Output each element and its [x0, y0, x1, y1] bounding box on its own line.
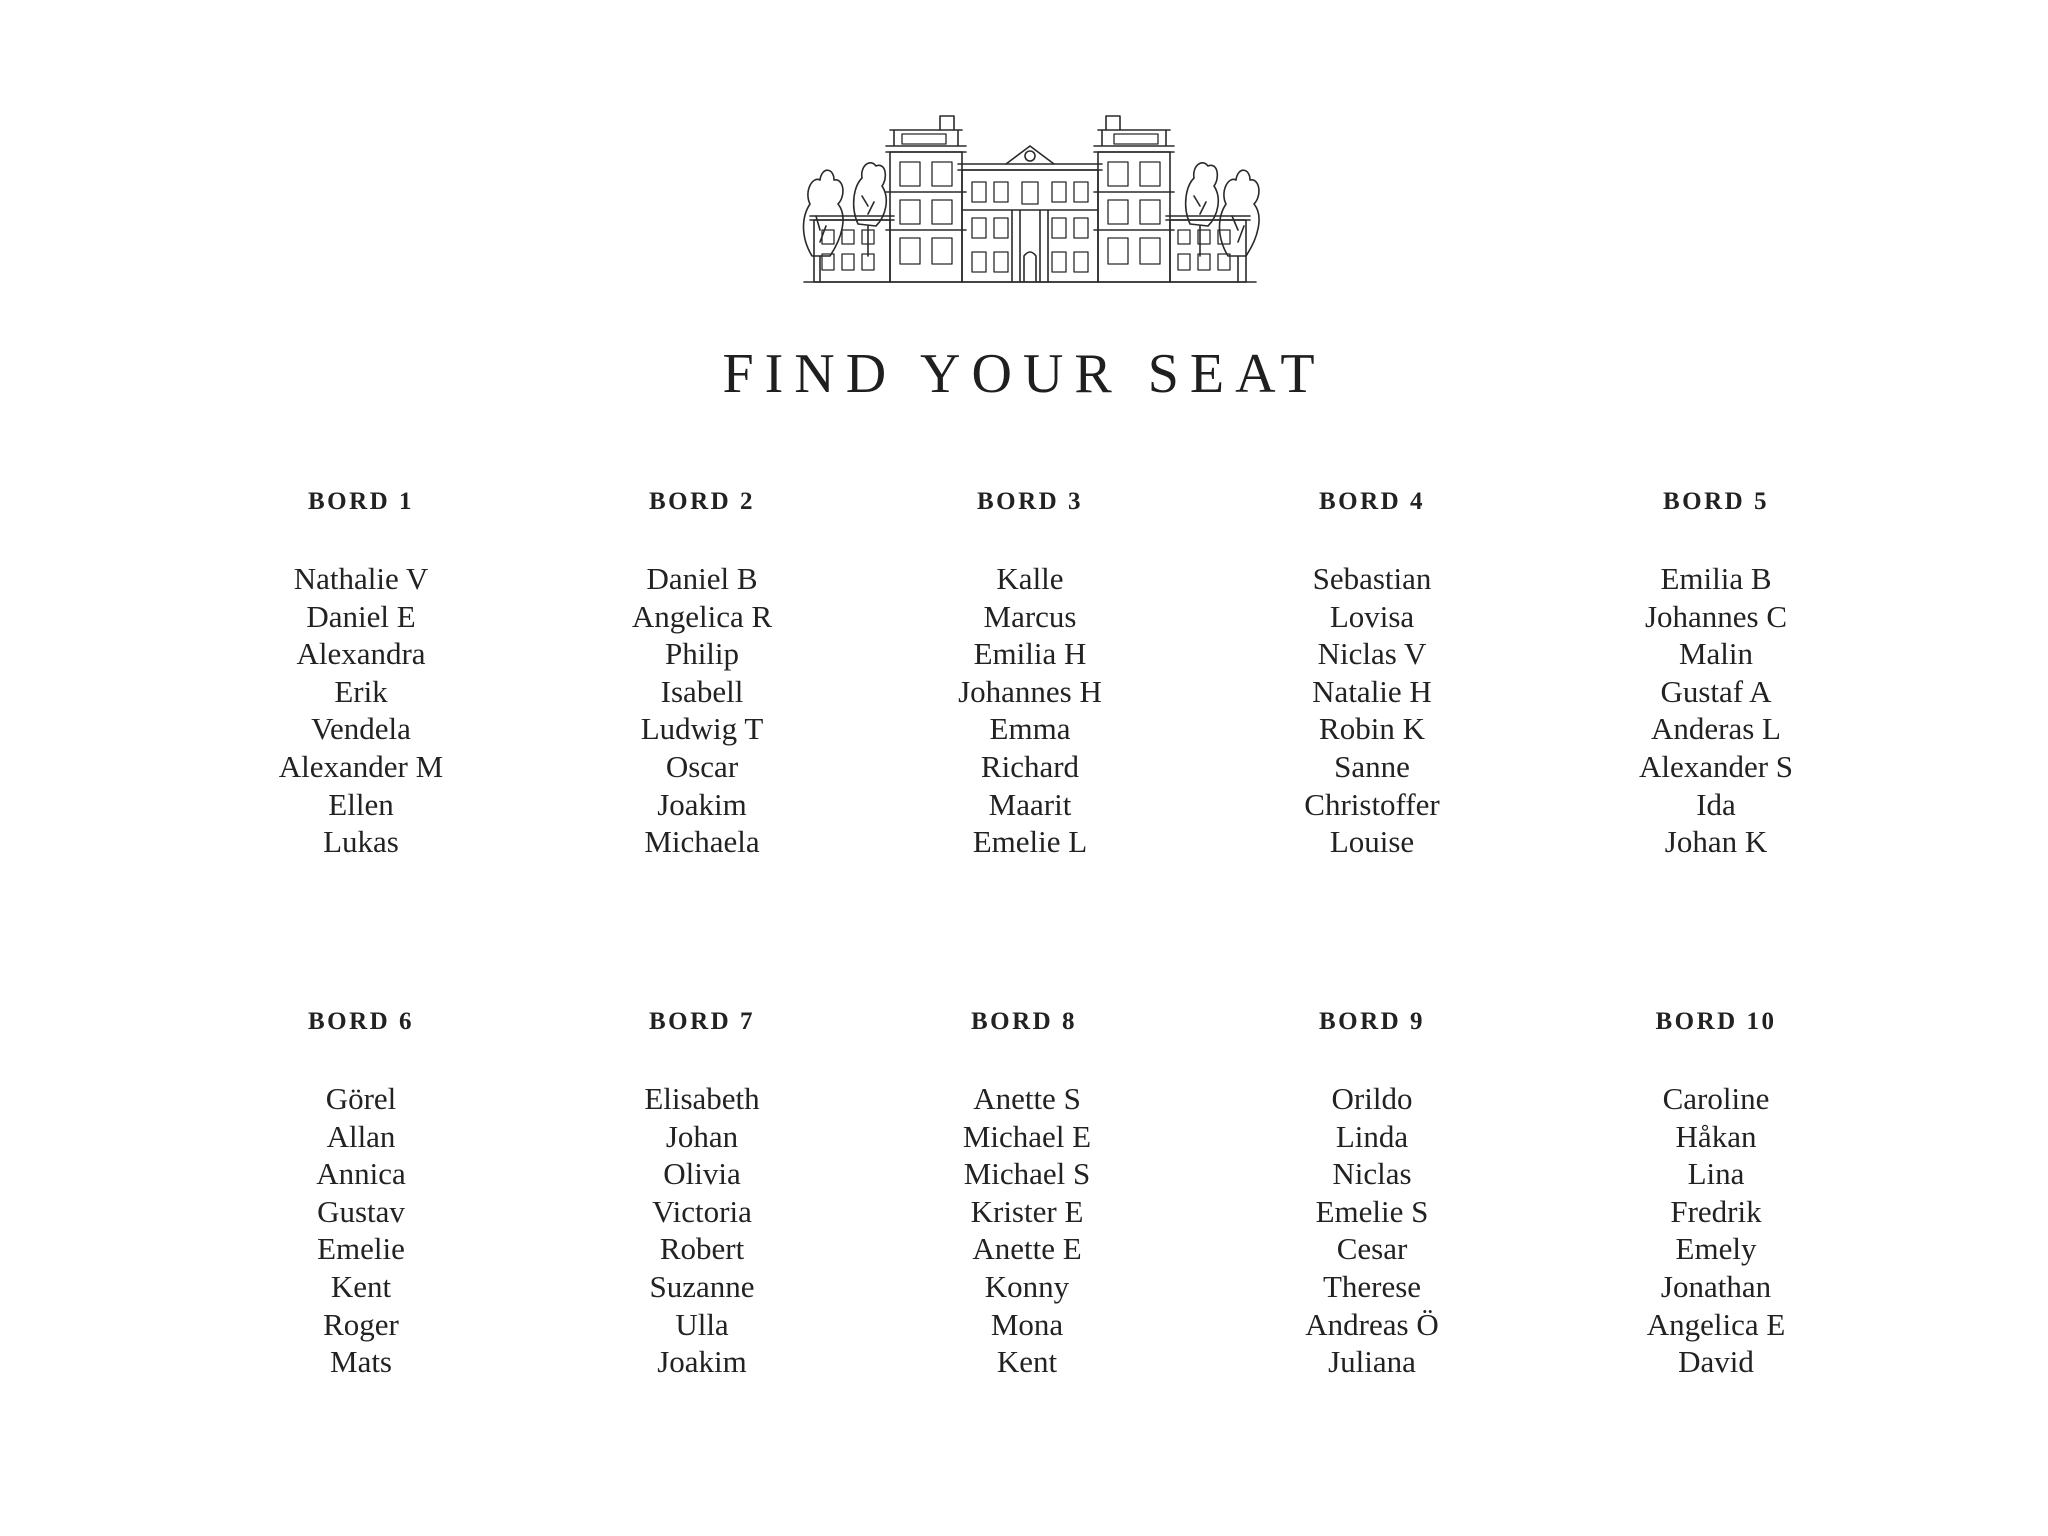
table-card-9 — [1222, 1006, 1522, 1381]
guest-list — [552, 560, 852, 861]
guest-name: Konny — [984, 1268, 1070, 1304]
guest-name: Linda — [1335, 1118, 1409, 1154]
guest-name: Alexander M — [278, 748, 444, 784]
guest-name: Kent — [996, 1344, 1058, 1380]
guest-name: Emely — [1675, 1231, 1757, 1267]
guest-name: Anderas L — [1651, 711, 1781, 747]
table-label: BORD 8 — [971, 1008, 1077, 1035]
table-label: BORD 1 — [308, 488, 414, 515]
guest-name: Ludwig T — [640, 711, 764, 747]
table-card-4 — [1222, 486, 1522, 861]
guest-name: Fredrik — [1670, 1193, 1762, 1229]
guest-name: Gustaf A — [1660, 673, 1772, 709]
guest-name: Angelica R — [631, 598, 773, 634]
guest-name: Suzanne — [649, 1268, 755, 1304]
guest-name: Louise — [1329, 824, 1415, 860]
guest-name: Lovisa — [1329, 598, 1415, 634]
table-label: BORD 10 — [1655, 1008, 1777, 1035]
guest-name: Niclas — [1332, 1156, 1412, 1192]
table-card-6 — [211, 1006, 511, 1381]
table-card-2 — [552, 486, 852, 861]
guest-name: Daniel E — [306, 598, 416, 634]
guest-list — [1566, 560, 1866, 861]
guest-name: Caroline — [1662, 1081, 1770, 1116]
table-card-10 — [1566, 1006, 1866, 1381]
guest-name: Emelie S — [1315, 1193, 1429, 1229]
guest-name: Michael E — [962, 1118, 1092, 1154]
guest-name: Roger — [323, 1306, 399, 1342]
table-card-7 — [552, 1006, 852, 1381]
guest-name: Anette E — [972, 1231, 1082, 1267]
guest-name: Victoria — [652, 1193, 752, 1229]
guest-name: Olivia — [663, 1156, 741, 1192]
guest-list — [1222, 560, 1522, 861]
guest-name: Mona — [990, 1306, 1064, 1342]
table-card-1 — [211, 486, 511, 861]
guest-name: Oscar — [665, 748, 739, 784]
guest-name: Lina — [1687, 1156, 1745, 1192]
table-card-8 — [874, 1006, 1174, 1381]
table-label: BORD 4 — [1319, 488, 1425, 515]
guest-name: Alexandra — [296, 636, 426, 672]
guest-name: Kent — [330, 1268, 392, 1304]
guest-name: Maarit — [988, 786, 1072, 822]
guest-name: Allan — [326, 1118, 396, 1154]
guest-name: Philip — [664, 636, 740, 672]
guest-name: Isabell — [660, 673, 744, 709]
guest-name: Emelie L — [972, 824, 1088, 860]
guest-list — [552, 1080, 852, 1381]
guest-name: Nathalie V — [293, 561, 429, 596]
guest-name: Emelie — [317, 1231, 405, 1267]
guest-name: Niclas V — [1317, 636, 1427, 672]
guest-name: Juliana — [1328, 1344, 1416, 1380]
table-label: BORD 9 — [1319, 1008, 1425, 1035]
guest-name: Natalie H — [1312, 673, 1432, 709]
guest-name: Mats — [330, 1344, 392, 1380]
guest-name: David — [1678, 1344, 1754, 1380]
table-card-3 — [880, 486, 1180, 861]
guest-name: Andreas Ö — [1305, 1306, 1439, 1342]
guest-name: Kalle — [996, 561, 1064, 596]
guest-name: Krister E — [970, 1193, 1084, 1229]
guest-list — [880, 1080, 1174, 1381]
guest-name: Lukas — [323, 824, 399, 860]
guest-name: Michaela — [644, 824, 760, 860]
guest-name: Joakim — [657, 786, 747, 822]
guest-name: Orildo — [1331, 1081, 1413, 1116]
guest-name: Joakim — [657, 1344, 747, 1380]
guest-name: Johannes H — [958, 673, 1102, 709]
guest-name: Angelica E — [1646, 1306, 1786, 1342]
guest-name: Daniel B — [646, 561, 758, 596]
guest-name: Vendela — [311, 711, 411, 747]
guest-name: Michael S — [963, 1156, 1091, 1192]
guest-name: Görel — [325, 1081, 397, 1116]
guest-name: Sanne — [1334, 748, 1410, 784]
table-label: BORD 3 — [977, 488, 1083, 515]
table-label: BORD 6 — [308, 1008, 414, 1035]
guest-name: Sebastian — [1312, 561, 1432, 596]
guest-name: Richard — [980, 748, 1080, 784]
guest-list — [211, 1080, 511, 1381]
guest-name: Ida — [1696, 786, 1736, 822]
guest-list — [880, 560, 1180, 861]
guest-name: Christoffer — [1304, 786, 1440, 822]
table-label: BORD 2 — [649, 488, 755, 515]
guest-name: Anette S — [973, 1081, 1081, 1116]
guest-name: Annica — [316, 1156, 406, 1192]
table-label: BORD 5 — [1663, 488, 1769, 515]
guest-name: Therese — [1322, 1268, 1422, 1304]
guest-name: Elisabeth — [644, 1081, 760, 1116]
guest-name: Johannes C — [1644, 598, 1788, 634]
guest-name: Malin — [1678, 636, 1754, 672]
guest-name: Alexander S — [1638, 748, 1794, 784]
guest-list — [211, 560, 511, 861]
guest-name: Robert — [659, 1231, 745, 1267]
guest-name: Johan — [665, 1118, 739, 1154]
guest-name: Marcus — [983, 598, 1077, 634]
guest-name: Cesar — [1336, 1231, 1408, 1267]
table-label: BORD 7 — [649, 1008, 755, 1035]
guest-name: Gustav — [317, 1193, 405, 1229]
guest-name: Håkan — [1675, 1118, 1757, 1154]
guest-name: Ulla — [675, 1306, 729, 1342]
guest-name: Johan K — [1664, 824, 1768, 860]
guest-name: Robin K — [1319, 711, 1425, 747]
guest-list — [1222, 1080, 1522, 1381]
guest-name: Emilia H — [973, 636, 1087, 672]
guest-name: Ellen — [328, 786, 394, 822]
guest-name: Emilia B — [1660, 561, 1772, 596]
table-card-5 — [1566, 486, 1866, 861]
page-title: FIND YOUR SEAT — [722, 343, 1326, 405]
guest-name: Emma — [989, 711, 1071, 747]
guest-name: Erik — [334, 673, 388, 709]
guest-list — [1566, 1080, 1866, 1381]
guest-name: Jonathan — [1660, 1268, 1772, 1304]
